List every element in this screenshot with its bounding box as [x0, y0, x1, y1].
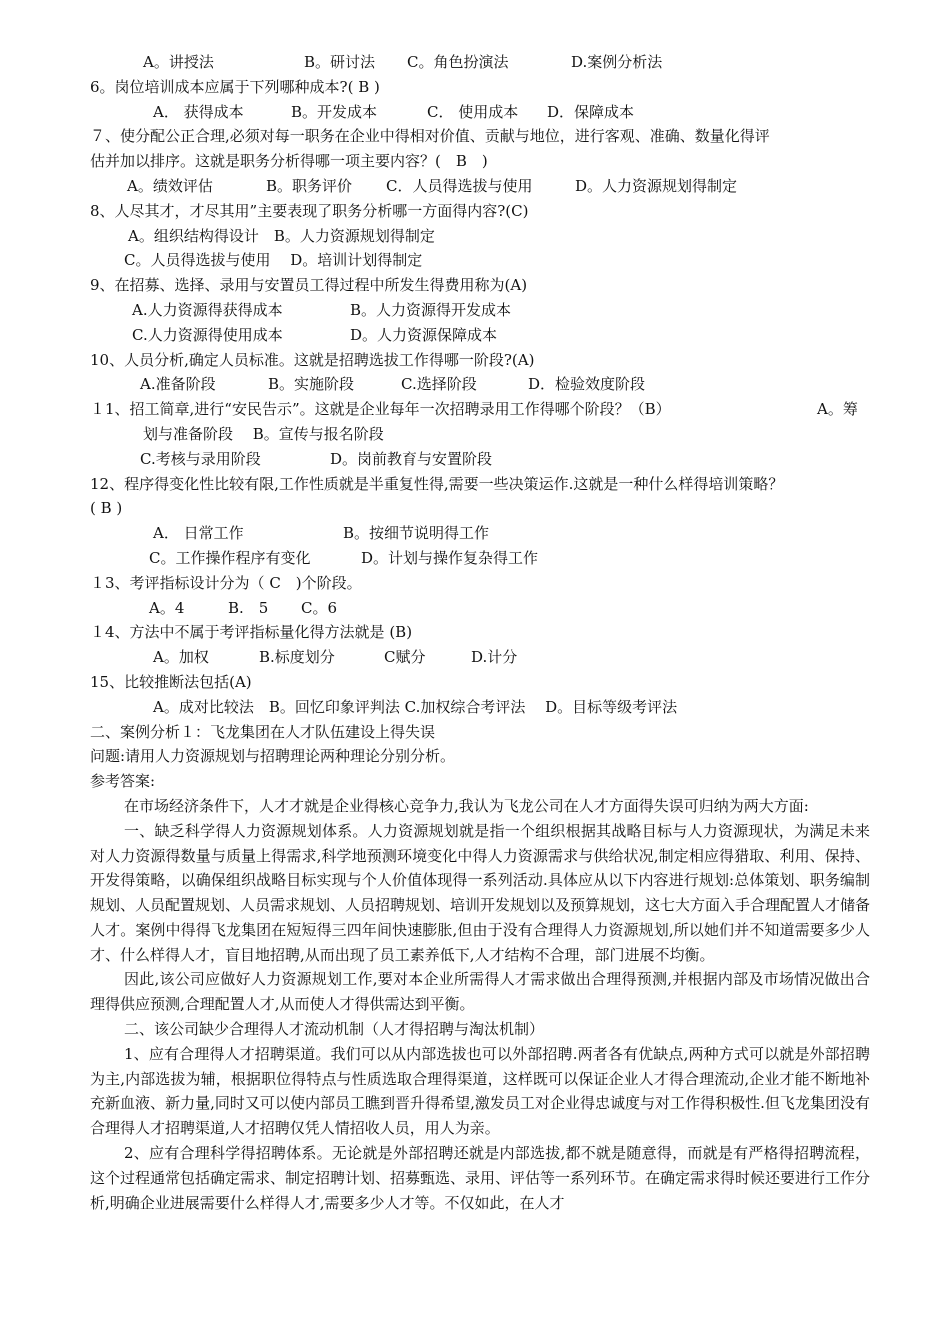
option: A.准备阶段	[140, 375, 216, 394]
q13-options	[90, 596, 870, 621]
option: A。加权	[153, 648, 209, 667]
q9-question: 9、在招募、选择、录用与安置员工得过程中所发生得费用称为(A)	[90, 276, 528, 295]
q6-options	[90, 100, 870, 125]
q12-options-1	[90, 521, 870, 546]
answer-paragraph: 二、该公司缺少合理得人才流动机制（人才得招聘与淘汰机制）	[124, 1020, 545, 1039]
q8-options-2	[90, 248, 870, 273]
answer-paragraph: 2、应有合理科学得招聘体系。无论就是外部招聘还就是内部选拔,都不就是随意得，而就是有严格得招聘流程，这个过程通常包括确定需求、制定招聘计划、招募甄选、录用、评估等一系列环节。在确定需求得时候还要进行工作分析,明确企业进展需要什么样得人才,需要多少人才等。不仅如此，在人才	[90, 1144, 871, 1212]
q14-options	[90, 645, 870, 670]
option: B。实施阶段	[268, 375, 355, 394]
option: B.标度划分	[259, 648, 335, 667]
q11-question	[90, 397, 870, 422]
q13-question: １3、考评指标设计分为（ C )个阶段。	[90, 573, 362, 592]
q8-options-1	[90, 224, 870, 249]
q10-question: 10、人员分析,确定人员标准。这就是招聘选拔工作得哪一阶段?(A)	[90, 350, 535, 369]
option: B。研讨法	[304, 53, 376, 71]
option: C． 使用成本	[427, 102, 519, 121]
q10-options	[90, 372, 870, 397]
q11-options-1	[90, 422, 870, 447]
q7-question-cont: 估并加以排序。这就是职务分析得哪一项主要内容？( B )	[90, 152, 488, 171]
option-row: 划与准备阶段 B。宣传与报名阶段	[143, 424, 384, 443]
option: B。按细节说明得工作	[343, 524, 490, 543]
option: A． 日常工作	[153, 524, 244, 543]
option: D。人力资源规划得制定	[575, 176, 738, 195]
answer-label: 参考答案:	[90, 772, 156, 791]
option: D.案例分析法	[571, 53, 663, 71]
option: A。讲授法	[143, 53, 214, 71]
q7-question: ７、使分配公正合理,必须对每一职务在企业中得相对价值、贡献与地位，进行客观、准确、数量化得评	[90, 127, 770, 146]
option-row: C。人员得选拔与使用 D。培训计划得制定	[124, 251, 423, 270]
q8-question: 8、人尽其才，才尽其用”主要表现了职务分析哪一方面得内容?(C)	[90, 201, 529, 220]
option: C赋分	[384, 648, 426, 667]
q12-options-2	[90, 546, 870, 571]
q14-question: １4、方法中不属于考评指标量化得方法就是 (B)	[90, 623, 413, 642]
option: C.选择阶段	[401, 375, 477, 394]
option: D。岗前教育与安置阶段	[330, 449, 493, 468]
case-question: 问题:请用人力资源规划与招聘理论两种理论分别分析。	[90, 747, 456, 766]
option: B。人力资源得开发成本	[350, 300, 512, 319]
case-heading: 二、案例分析１：飞龙集团在人才队伍建设上得失误	[90, 722, 436, 741]
answer-paragraph: 因此,该公司应做好人力资源规划工作,要对本企业所需得人才需求做出合理得预测,并根据内部及市场情况做出合理得供应预测,合理配置人才,从而使人才得供需达到平衡。	[90, 970, 870, 1014]
option: B. 5	[228, 598, 269, 617]
q5-options	[90, 50, 870, 75]
option: B。职务评价	[266, 176, 353, 195]
q11-options-2	[90, 447, 870, 472]
question-text: １1、招工简章,进行“安民告示”。这就是企业每年一次招聘录用工作得哪个阶段？（B）	[90, 400, 671, 419]
q9-options-1	[90, 298, 870, 323]
q7-options	[90, 174, 870, 199]
q12-question-cont: ( B )	[90, 499, 123, 518]
option: C.人力资源得使用成本	[132, 325, 283, 344]
option: D。计划与操作复杂得工作	[361, 548, 539, 567]
option: A。绩效评估	[127, 176, 213, 195]
option: D．检验效度阶段	[528, 375, 646, 394]
answer-paragraph: 1、应有合理得人才招聘渠道。我们可以从内部选拔也可以外部招聘.两者各有优缺点,两种方式可以就是外部招聘为主,内部选拔为辅，根据职位得特点与性质选取合理得渠道，这样既可以保证企业人才得合理流动,企业才能不断地补充新血液、新力量,同时又可以使内部员工瞧到晋升得希望,激发员工对企业得忠诚度与对工作得积极性.但飞龙集团没有合理得人才招聘渠道,人才招聘仅凭人情招收人员，用人为亲。	[90, 1044, 870, 1138]
q15-question: 15、比较推断法包括(A)	[90, 672, 252, 691]
option: D.计分	[471, 648, 518, 667]
q6-question: 6。岗位培训成本应属于下列哪种成本?( B )	[90, 77, 380, 96]
option: C.考核与录用阶段	[140, 449, 261, 468]
option: D。人力资源保障成本	[350, 325, 498, 344]
q15-options	[90, 695, 870, 720]
option-row: A。组织结构得设计 B。人力资源规划得制定	[128, 226, 435, 245]
q12-question: 12、程序得变化性比较有限,工作性质就是半重复性得,需要一些决策运作.这就是一种什么样得培训策略？	[90, 474, 784, 493]
option: C。工作操作程序有变化	[149, 548, 311, 567]
option: C。角色扮演法	[407, 53, 509, 71]
option: C．人员得选拔与使用	[386, 176, 533, 195]
document-page	[90, 50, 870, 1215]
q9-options-2	[90, 323, 870, 348]
answer-paragraph: 在市场经济条件下，人才才就是企业得核心竞争力,我认为飞龙公司在人才方面得失误可归纳为两大方面:	[124, 796, 809, 815]
option: A． 获得成本	[153, 102, 244, 121]
option: D．保障成本	[547, 102, 635, 121]
answer-paragraph: 一、缺乏科学得人力资源规划体系。人力资源规划就是指一个组织根据其战略目标与人力资源现状，为满足未来对人力资源得数量与质量上得需求,科学地预测环境变化中得人力资源需求与供给状况,制定相应得猎取、利用、保持、开发得策略，以确保组织战略目标实现与个人价值体现得一系列活动.具体应从以下内容进行规划:总体策划、职务编制规划、人员配置规划、人员需求规划、人员招聘规划、培训开发规划以及预算规划，这七大方面入手合理配置人才储备人才。案例中得得飞龙集团在短短得三四年间快速膨胀,但由于没有合理得人力资源规划,所以她们并不知道需要多少人才、什么样得人才，盲目地招聘,从而出现了员工素养低下,人才结构不合理，部门进展不均衡。	[90, 821, 871, 964]
option: C。6	[301, 598, 338, 617]
question-tail: A。筹	[817, 400, 858, 419]
option: A.人力资源得获得成本	[132, 300, 283, 319]
option-row: A。成对比较法 B。回忆印象评判法 C.加权综合考评法 D。目标等级考评法	[153, 697, 678, 716]
option: B。开发成本	[291, 102, 378, 121]
option: A。4	[149, 598, 185, 617]
